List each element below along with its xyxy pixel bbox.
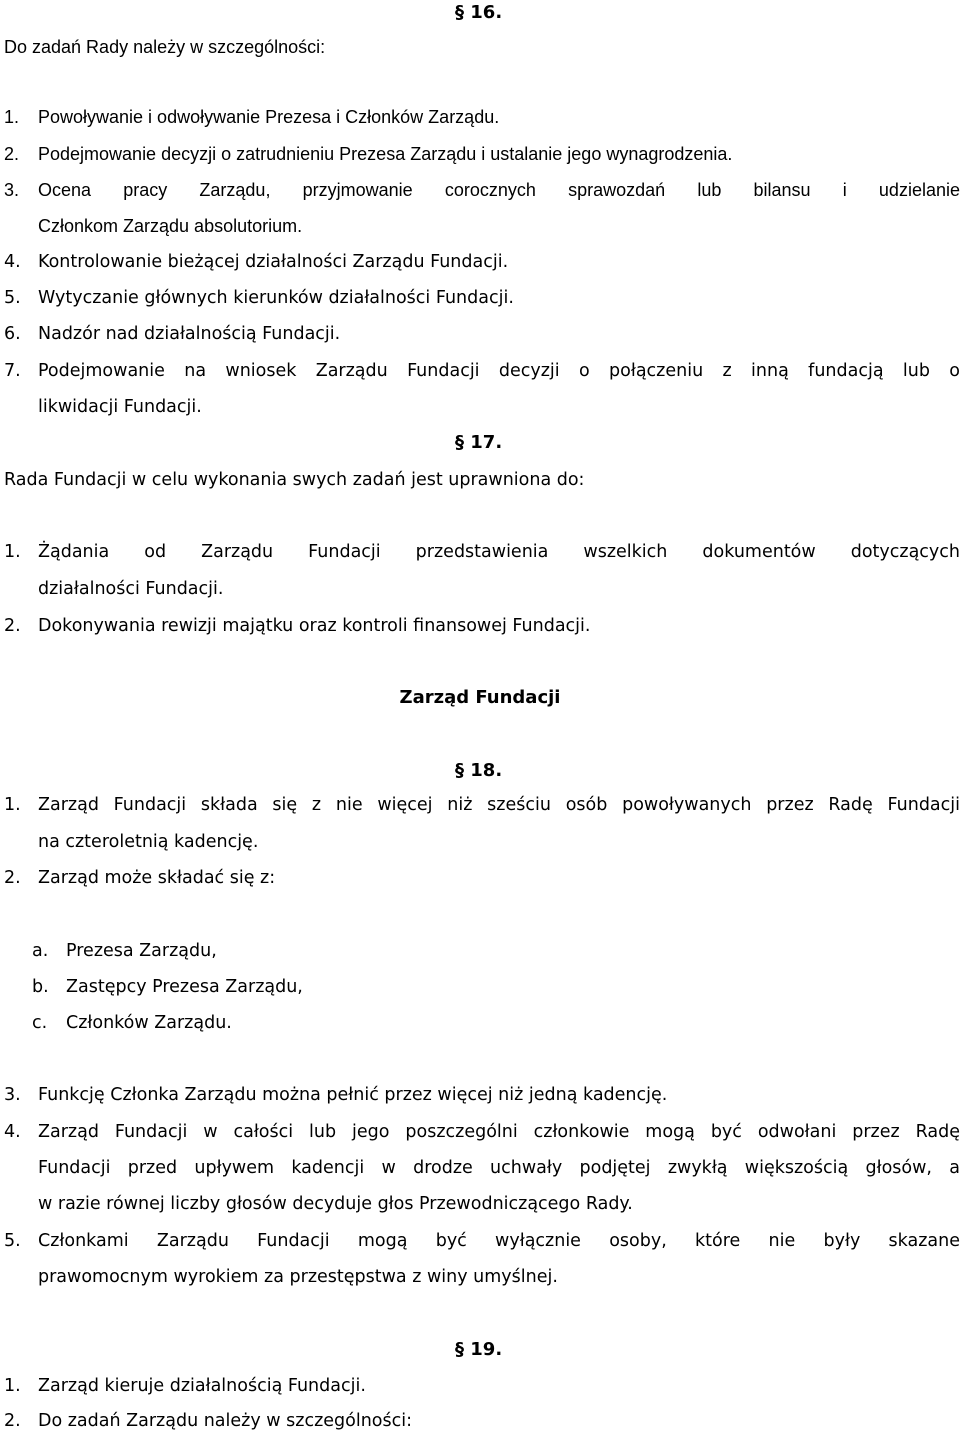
- section-18-title: § 18.: [455, 760, 503, 781]
- item-number: 2.: [4, 144, 20, 164]
- item-text-line-3: w razie równej liczby głosów decyduje głos Przewodniczącego Rady.: [38, 1194, 633, 1214]
- sub-item-letter: b.: [32, 977, 49, 997]
- item-text: Zarząd kieruje działalnością Fundacji.: [38, 1376, 366, 1396]
- item-number: 1.: [4, 795, 21, 815]
- item-number: 5.: [4, 1231, 21, 1251]
- item-number: 1.: [4, 542, 21, 562]
- item-text-line-2: Fundacji przed upływem kadencji w drodze uchwały podjętej zwykłą większością głosów, a: [38, 1158, 960, 1178]
- item-text-line-1: Zarząd Fundacji składa się z nie więcej niż sześciu osób powoływanych przez Radę Fundacji: [38, 795, 960, 815]
- item-text: Dokonywania rewizji majątku oraz kontroli finansowej Fundacji.: [38, 616, 591, 636]
- item-text-line-2: Członkom Zarządu absolutorium.: [38, 216, 303, 236]
- sub-item-text: Prezesa Zarządu,: [66, 941, 217, 961]
- item-number: 4.: [4, 252, 21, 272]
- item-number: 1.: [4, 107, 20, 127]
- item-number: 5.: [4, 288, 21, 308]
- section-17-title: § 17.: [455, 432, 503, 453]
- item-number: 2.: [4, 616, 21, 636]
- item-text: Kontrolowanie bieżącej działalności Zarządu Fundacji.: [38, 252, 509, 272]
- item-text: Powoływanie i odwoływanie Prezesa i Członków Zarządu.: [38, 107, 500, 127]
- section-16-intro: Do zadań Rady należy w szczególności:: [4, 37, 326, 57]
- item-text-line-1: Zarząd Fundacji w całości lub jego poszczególni członkowie mogą być odwołani przez Radę: [38, 1122, 960, 1142]
- item-number: 6.: [4, 324, 21, 344]
- item-text-line-1: Żądania od Zarządu Fundacji przedstawienia wszelkich dokumentów dotyczących: [38, 542, 960, 562]
- item-text: Podejmowanie decyzji o zatrudnieniu Prezesa Zarządu i ustalanie jego wynagrodzenia.: [38, 144, 733, 164]
- section-16-title: § 16.: [455, 2, 503, 23]
- sub-item-text: Członków Zarządu.: [66, 1013, 232, 1033]
- item-number: 1.: [4, 1376, 21, 1396]
- item-text-line-1: Podejmowanie na wniosek Zarządu Fundacji decyzji o połączeniu z inną fundacją lub o: [38, 361, 960, 381]
- item-text: Zarząd może składać się z:: [38, 868, 276, 888]
- section-17-intro: Rada Fundacji w celu wykonania swych zadań jest uprawniona do:: [4, 470, 585, 490]
- item-number: 2.: [4, 868, 21, 888]
- item-text-line-1: Członkami Zarządu Fundacji mogą być wyłącznie osoby, które nie były skazane: [38, 1231, 960, 1251]
- chapter-heading: Zarząd Fundacji: [399, 687, 561, 708]
- item-number: 4.: [4, 1122, 21, 1142]
- item-text: Wytyczanie głównych kierunków działalności Fundacji.: [38, 288, 514, 308]
- item-text: Nadzór nad działalnością Fundacji.: [38, 324, 341, 344]
- item-number: 3.: [4, 180, 20, 200]
- sub-item-text: Zastępcy Prezesa Zarządu,: [66, 977, 303, 997]
- item-number: 3.: [4, 1085, 21, 1105]
- sub-item-letter: a.: [32, 941, 49, 961]
- item-text-line-2: działalności Fundacji.: [38, 579, 224, 599]
- item-text-line-2: likwidacji Fundacji.: [38, 397, 202, 417]
- item-number: 2.: [4, 1411, 21, 1431]
- item-text-line-2: prawomocnym wyrokiem za przestępstwa z winy umyślnej.: [38, 1267, 558, 1287]
- item-text-line-1: Ocena pracy Zarządu, przyjmowanie corocznych sprawozdań lub bilansu i udzielanie: [38, 180, 960, 200]
- item-text: Do zadań Zarządu należy w szczególności:: [38, 1411, 412, 1431]
- item-text: Funkcję Członka Zarządu można pełnić przez więcej niż jedną kadencję.: [38, 1085, 668, 1105]
- item-text-line-2: na czteroletnią kadencję.: [38, 832, 259, 852]
- item-number: 7.: [4, 361, 21, 381]
- section-19-title: § 19.: [455, 1339, 503, 1360]
- sub-item-letter: c.: [32, 1013, 48, 1033]
